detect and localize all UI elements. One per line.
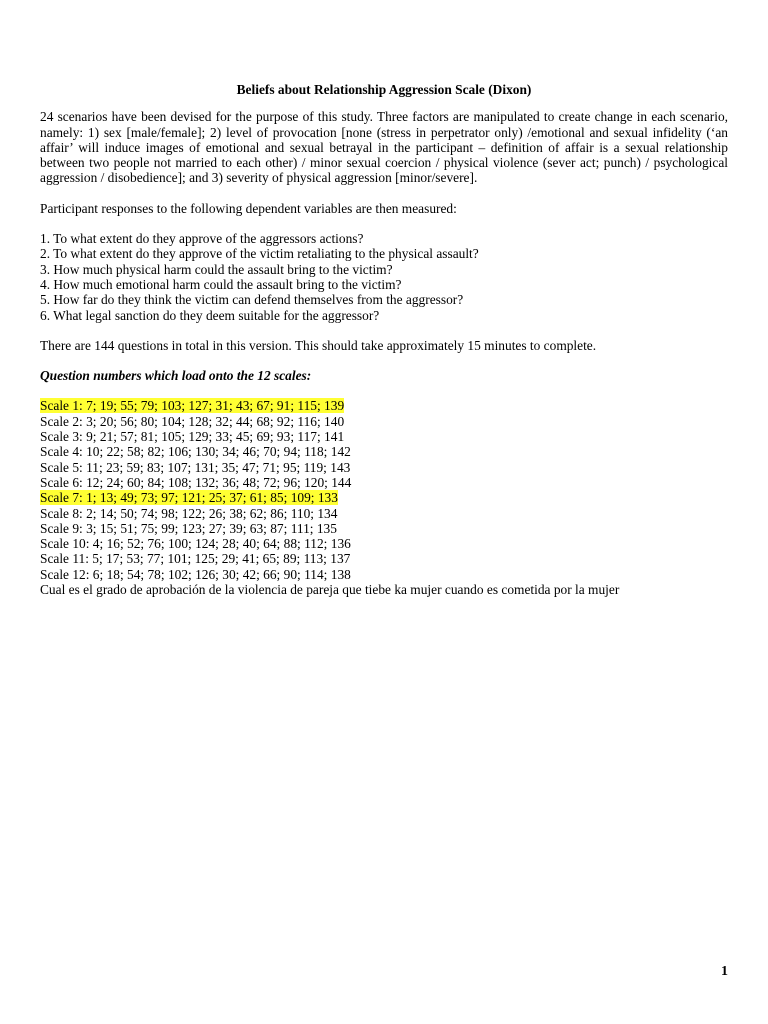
- scale-item-3: Scale 3: 9; 21; 57; 81; 105; 129; 33; 45; 69; 93; 117; 141: [40, 429, 345, 445]
- scale-item-9: Scale 9: 3; 15; 51; 75; 99; 123; 27; 39; 63; 87; 111; 135: [40, 520, 337, 536]
- page-number: 1: [721, 964, 728, 979]
- question-item: 1. To what extent do they approve of the aggressors actions?: [40, 231, 364, 247]
- scale-item-10: Scale 10: 4; 16; 52; 76; 100; 124; 28; 40; 64; 88; 112; 136: [40, 536, 351, 552]
- question-list: [40, 231, 728, 323]
- question-item: 3. How much physical harm could the assault bring to the victim?: [40, 261, 393, 277]
- scale-item-1: [40, 398, 728, 413]
- scale-item-2: Scale 2: 3; 20; 56; 80; 104; 128; 32; 44; 68; 92; 116; 140: [40, 413, 345, 429]
- scales-heading: Question numbers which load onto the 12 scales:: [40, 368, 312, 384]
- scale-item-8: Scale 8: 2; 14; 50; 74; 98; 122; 26; 38; 62; 86; 110; 134: [40, 505, 338, 521]
- scale-item-5: Scale 5: 11; 23; 59; 83; 107; 131; 35; 47; 71; 95; 119; 143: [40, 459, 351, 475]
- intro-paragraph: 24 scenarios have been devised for the purpose of this study. Three factors are manipulated to create change in each scenario, namely: 1) sex [male/female]; 2) level of provocation [none (stress in perpetrator only) /emotional and sexual infidelity (‘an affair’ will induce images of emotional and sexual betrayal in the participant – definition of affair is a sexual relationship between two people not married to each other) / minor sexual coercion / physical violence (sever act; punch) / psychological aggression / disobedience]; and 3) severity of physical aggression [minor/severe].: [40, 109, 728, 186]
- question-item: 6. What legal sanction do they deem suitable for the aggressor?: [40, 307, 380, 323]
- total-questions-note: There are 144 questions in total in this version. This should take approximately 15 minutes to complete.: [40, 337, 597, 353]
- scale-item-11: Scale 11: 5; 17; 53; 77; 101; 125; 29; 41; 65; 89; 113; 137: [40, 551, 351, 567]
- spanish-note: Cual es el grado de aprobación de la violencia de pareja que tiebe ka mujer cuando es cometida por la mujer: [40, 582, 620, 598]
- scale-item-12: Scale 12: 6; 18; 54; 78; 102; 126; 30; 42; 66; 90; 114; 138: [40, 566, 351, 582]
- scale-item-4: Scale 4: 10; 22; 58; 82; 106; 130; 34; 46; 70; 94; 118; 142: [40, 444, 351, 460]
- highlighted-scale-text: Scale 7: 1; 13; 49; 73; 97; 121; 25; 37; 61; 85; 109; 133: [40, 490, 338, 506]
- document-title: Beliefs about Relationship Aggression Scale (Dixon): [236, 82, 532, 97]
- scale-item-7: [40, 490, 728, 505]
- question-item: 2. To what extent do they approve of the victim retaliating to the physical assault?: [40, 246, 479, 262]
- scale-list: [40, 398, 728, 582]
- responses-intro: Participant responses to the following dependent variables are then measured:: [40, 200, 457, 216]
- scale-item-6: Scale 6: 12; 24; 60; 84; 108; 132; 36; 48; 72; 96; 120; 144: [40, 474, 352, 490]
- question-item: 4. How much emotional harm could the assault bring to the victim?: [40, 276, 402, 292]
- question-item: 5. How far do they think the victim can defend themselves from the aggressor?: [40, 292, 464, 308]
- document-page: [40, 82, 728, 597]
- highlighted-scale-text: Scale 1: 7; 19; 55; 79; 103; 127; 31; 43; 67; 91; 115; 139: [40, 398, 345, 414]
